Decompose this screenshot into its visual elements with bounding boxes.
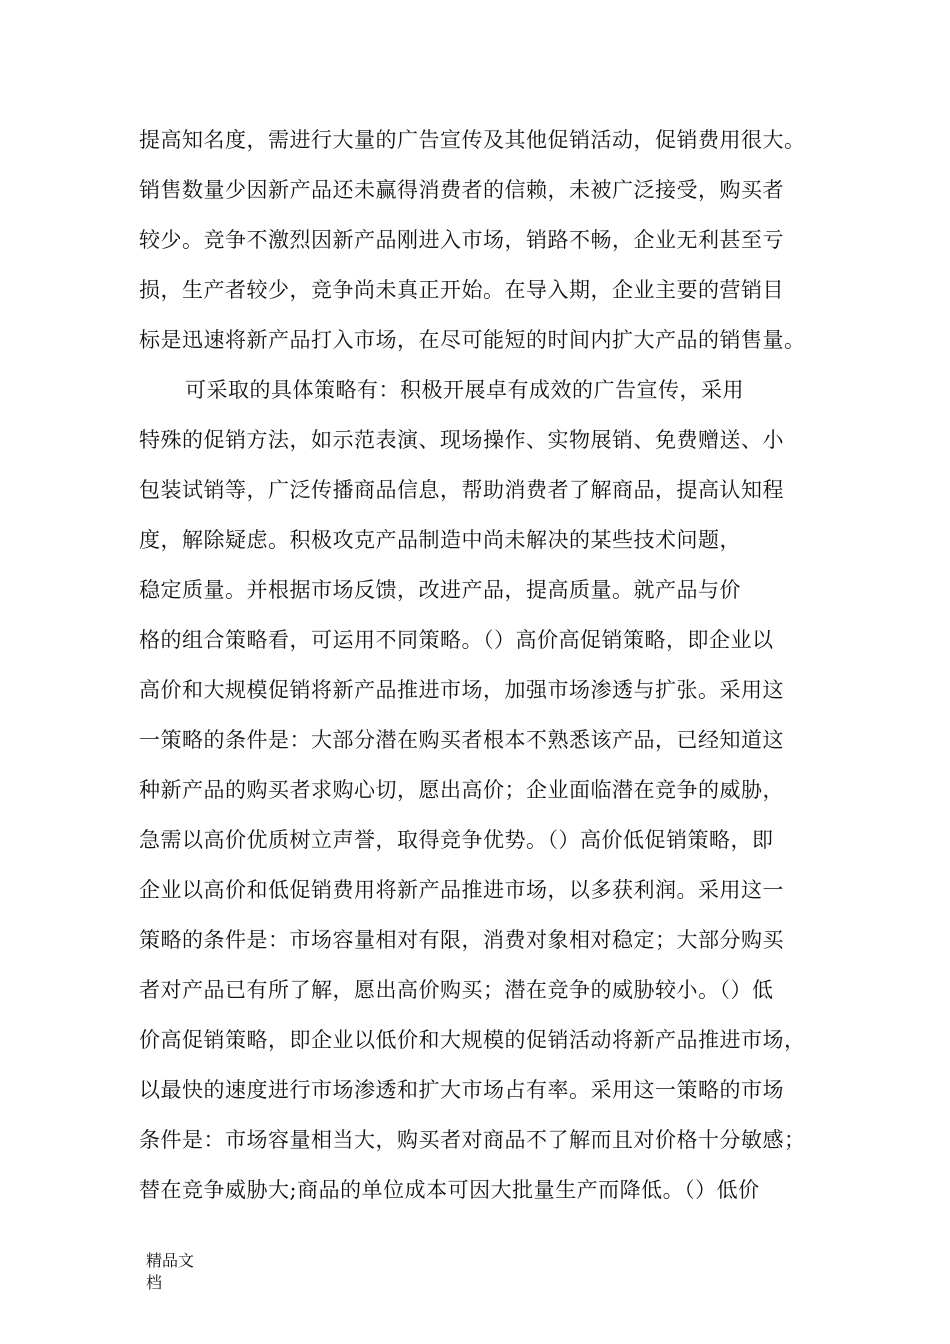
body-line-7: 特殊的促销方法，如示范表演、现场操作、实物展销、免费赠送、小 bbox=[139, 428, 784, 452]
body-line-4: 损，生产者较少，竞争尚未真正开始。在导入期，企业主要的营销目 bbox=[139, 278, 784, 302]
body-line-10: 稳定质量。并根据市场反馈，改进产品，提高质量。就产品与价 bbox=[139, 578, 741, 602]
body-line-14: 种新产品的购买者求购心切，愿出高价；企业面临潜在竞争的威胁， bbox=[139, 778, 784, 802]
body-line-21: 条件是：市场容量相当大，购买者对商品不了解而且对价格十分敏感； bbox=[139, 1128, 806, 1152]
body-line-3: 较少。竞争不激烈因新产品刚进入市场，销路不畅，企业无利甚至亏 bbox=[139, 228, 784, 252]
body-line-5: 标是迅速将新产品打入市场，在尽可能短的时间内扩大产品的销售量。 bbox=[139, 328, 806, 352]
body-line-17: 策略的条件是：市场容量相对有限，消费对象相对稳定；大部分购买 bbox=[139, 928, 784, 952]
body-line-18: 者对产品已有所了解，愿出高价购买；潜在竞争的威胁较小。（）低 bbox=[139, 978, 774, 1002]
body-line-19: 价高促销策略，即企业以低价和大规模的促销活动将新产品推进市场， bbox=[139, 1028, 806, 1052]
page-footer: 精品文档 bbox=[146, 1251, 195, 1292]
body-line-2: 销售数量少因新产品还未赢得消费者的信赖，未被广泛接受，购买者 bbox=[139, 178, 784, 202]
body-line-20: 以最快的速度进行市场渗透和扩大市场占有率。采用这一策略的市场 bbox=[139, 1078, 784, 1102]
body-line-6: 可采取的具体策略有：积极开展卓有成效的广告宣传，采用 bbox=[185, 378, 744, 402]
body-line-15: 急需以高价优质树立声誉，取得竞争优势。（）高价低促销策略，即 bbox=[139, 828, 774, 852]
body-line-8: 包装试销等，广泛传播商品信息，帮助消费者了解商品，提高认知程 bbox=[139, 478, 784, 502]
body-line-1: 提高知名度，需进行大量的广告宣传及其他促销活动，促销费用很大。 bbox=[139, 128, 806, 152]
body-line-11: 格的组合策略看，可运用不同策略。（）高价高促销策略，即企业以 bbox=[139, 628, 774, 652]
body-line-9: 度，解除疑虑。积极攻克产品制造中尚未解决的某些技术问题， bbox=[139, 528, 741, 552]
body-line-22: 替在竞争威胁大;商品的单位成本可因大批量生产而降低。（）低价 bbox=[139, 1178, 760, 1202]
body-line-13: 一策略的条件是：大部分潜在购买者根本不熟悉该产品，已经知道这 bbox=[139, 728, 784, 752]
body-line-12: 高价和大规模促销将新产品推进市场，加强市场渗透与扩张。采用这 bbox=[139, 678, 784, 702]
body-line-16: 企业以高价和低促销费用将新产品推进市场，以多获利润。采用这一 bbox=[139, 878, 784, 902]
